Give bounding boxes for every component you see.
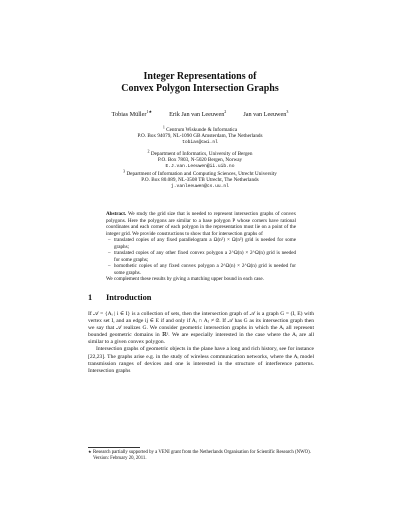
email-2: E.J.van.Leeuwen@ii.uib.no	[165, 163, 235, 169]
abstract-result-item: – homothetic copies of any fixed convex polygon a 2^Ω(n) × 2^Ω(n) grid is needed for some graphs.	[114, 263, 296, 276]
section-title: Introduction	[106, 293, 152, 302]
affiliation-1: $^1$ Centrum Wiskunde & Informatica P.O. Box 94079, NL-1090 GB Amsterdam, The Netherlands tobias@cwi.nl	[0, 127, 400, 146]
section-heading	[88, 293, 151, 303]
footnote-mark: ★	[88, 449, 92, 454]
body-text	[88, 311, 314, 375]
author-list	[0, 108, 400, 119]
paper-title-line-1: Integer Representations of	[143, 71, 257, 82]
email-1: tobias@cwi.nl	[182, 139, 218, 145]
abstract-outro: We complement these results by giving a matching upper bound in each case.	[106, 276, 264, 282]
affiliation-2: $^2$ Department of Informatics, University of Bergen P.O. Box 7803, N-5020 Bergen, Norway E.J.van.Leeuwen@ii.uib.no	[0, 151, 400, 170]
footnote-text: Research partially supported by a VENI grant from the Netherlands Organisation for Scientific Research (NWO). Version: February 20, 2011.	[93, 450, 311, 462]
affiliation-3: $^3$ Department of Information and Computing Sciences, Utrecht University P.O. Box 80.089, NL-3508 TB Utrecht, The Netherlands j.vanleeuwen@cs.uu.nl	[0, 171, 400, 190]
footnote-rule	[88, 447, 140, 448]
body-paragraph: Intersection graphs of geometric objects in the plane have a long and rich history, see for instance [22,23]. The graphs arise e.g. in the study of wireless communication networks, where the Aᵢ model transmission ranges of devices and one is interested in the structure of interference patterns. Intersection graphs	[88, 346, 314, 374]
author-2: Erik Jan van Leeuwen$^2$	[169, 108, 227, 118]
author-1: Tobias Müller$^{1★}$	[111, 108, 153, 118]
abstract	[106, 211, 296, 283]
email-3: j.vanleeuwen@cs.uu.nl	[171, 183, 229, 189]
abstract-intro: We study the grid size that is needed to represent intersection graphs of convex polygons. Here the polygons are similar to a base polygon P whose corners have rational coordinates and each corner of each polygon in the representation must lie on a point of the integer grid. We provide constructions to show that for intersection graphs of	[106, 211, 297, 237]
abstract-result-list	[106, 237, 296, 276]
section-number: 1	[88, 293, 93, 302]
abstract-result-item: – translated copies of any fixed parallelogram a Ω(n²) × Ω(n²) grid is needed for some graphs;	[114, 237, 296, 250]
paper-title-line-2: Convex Polygon Intersection Graphs	[121, 83, 279, 94]
abstract-result-item: – translated copies of any other fixed convex polygon a 2^Ω(n) × 2^Ω(n) grid is needed for some graphs;	[114, 250, 296, 263]
abstract-label: Abstract.	[106, 211, 127, 217]
body-paragraph: If 𝒜 = {Aᵢ | i ∈ I} is a collection of sets, then the intersection graph of 𝒜 is a graph G = (I, E) with vertex set I, and an edge ij ∈ E if and only if Aᵢ ∩ Aⱼ ≠ ∅. If 𝒜 has G as its intersection graph then we say that 𝒜 realizes G. We consider geometric intersection graphs in which the Aᵢ all represent bounded geometric domains in ℝ². We are especially interested in the case where the Aᵢ are all similar to a given convex polygon.	[88, 311, 314, 346]
footnote	[88, 450, 314, 462]
author-3: Jan van Leeuwen$^3$	[243, 108, 289, 118]
